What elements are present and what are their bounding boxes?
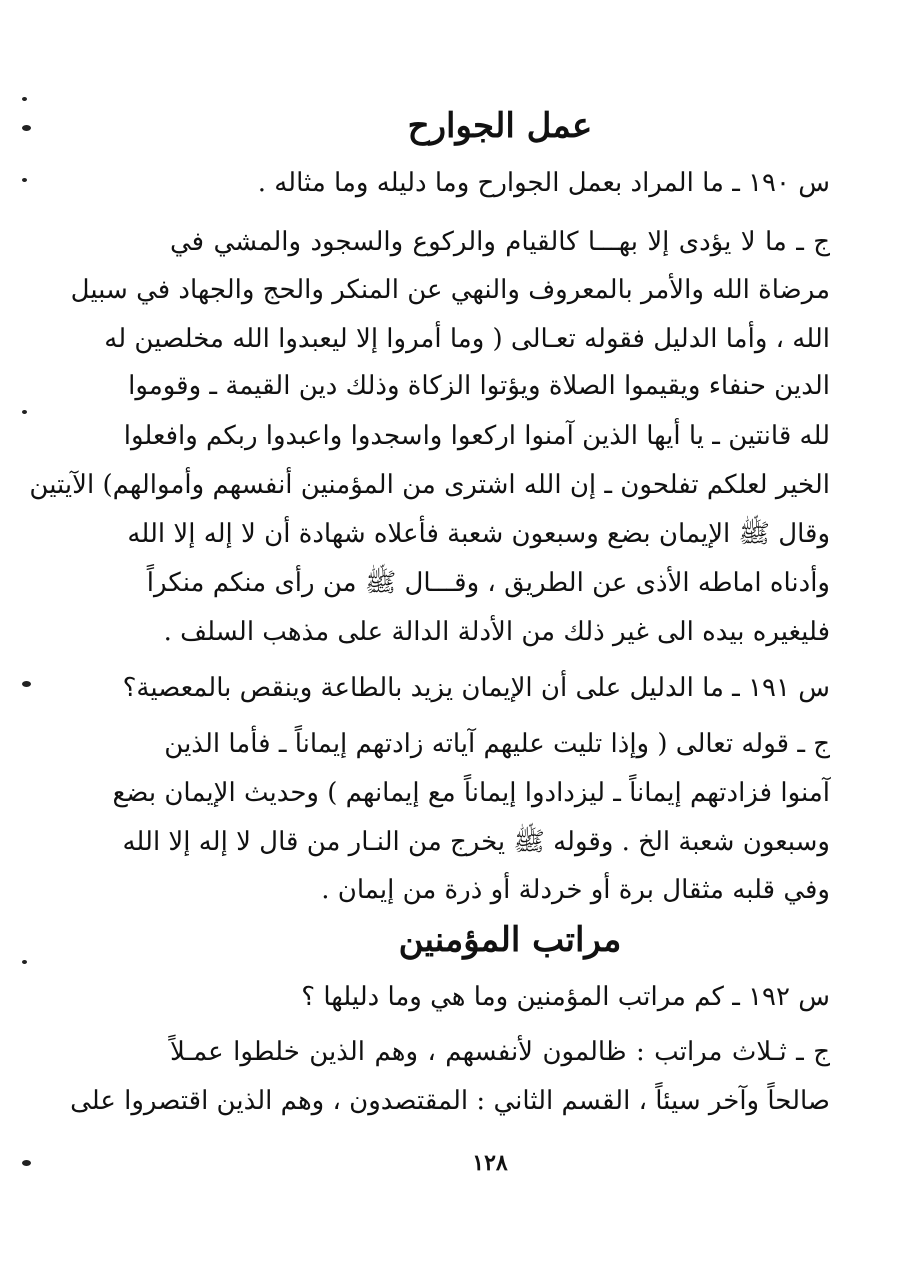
text-line: الخير لعلكم تفلحون ـ إن الله اشترى من المؤمنين أنفسهم وأموالهم) الآيتين [29, 470, 830, 500]
text-line: وأدناه اماطه الأذى عن الطريق ، وقـــال ﷺ من رأى منكم منكراً [146, 568, 830, 598]
margin-speck [22, 681, 31, 687]
text-line: لله قانتين ـ يا أيها الذين آمنوا اركعوا واسجدوا واعبدوا ربكم وافعلوا [123, 421, 830, 451]
text-line: مرضاة الله والأمر بالمعروف والنهي عن المنكر والحج والجهاد في سبيل [70, 275, 830, 305]
margin-speck [22, 1160, 31, 1166]
answer-line: ج ـ ما لا يؤدى إلا بهـــا كالقيام والركوع والسجود والمشي في [170, 227, 830, 257]
text-line: وفي قلبه مثقال برة أو خردلة أو ذرة من إيمان . [321, 875, 830, 905]
margin-speck [22, 960, 27, 964]
text-line: وقال ﷺ الإيمان بضع وسبعون شعبة فأعلاه شهادة أن لا إله إلا الله [127, 519, 830, 549]
text-line: الدين حنفاء ويقيموا الصلاة ويؤتوا الزكاة وذلك دين القيمة ـ وقوموا [128, 371, 830, 401]
text-line: وسبعون شعبة الخ . وقوله ﷺ يخرج من النـار من قال لا إله إلا الله [122, 827, 830, 857]
margin-speck [22, 125, 31, 131]
question-line: س ١٩١ ـ ما الدليل على أن الإيمان يزيد بالطاعة وينقص بالمعصية؟ [122, 673, 830, 703]
margin-speck [22, 410, 27, 414]
margin-speck [22, 178, 27, 182]
answer-line: ج ـ ثـلاث مراتب : ظالمون لأنفسهم ، وهم الذين خلطوا عمـلاً [170, 1037, 830, 1067]
text-line: آمنوا فزادتهم إيماناً ـ ليزدادوا إيماناً مع إيمانهم ) وحديث الإيمان بضع [112, 778, 830, 808]
text-line: فليغيره بيده الى غير ذلك من الأدلة الدالة على مذهب السلف . [163, 617, 830, 647]
answer-line: ج ـ قوله تعالى ( وإذا تليت عليهم آياته زادتهم إيماناً ـ فأما الذين [164, 729, 830, 759]
text-line: صالحاً وآخر سيئاً ، القسم الثاني : المقتصدون ، وهم الذين اقتصروا على [70, 1086, 830, 1116]
margin-speck [22, 97, 27, 101]
question-line: س ١٩٠ ـ ما المراد بعمل الجوارح وما دليله وما مثاله . [257, 168, 830, 198]
question-line: س ١٩٢ ـ كم مراتب المؤمنين وما هي وما دليلها ؟ [301, 982, 830, 1012]
page-number: ١٢٨ [472, 1150, 508, 1176]
text-line: الله ، وأما الدليل فقوله تعـالى ( وما أمروا إلا ليعبدوا الله مخلصين له [104, 324, 830, 354]
section-heading: مراتب المؤمنين [398, 920, 622, 960]
section-heading: عمل الجوارح [407, 106, 593, 146]
